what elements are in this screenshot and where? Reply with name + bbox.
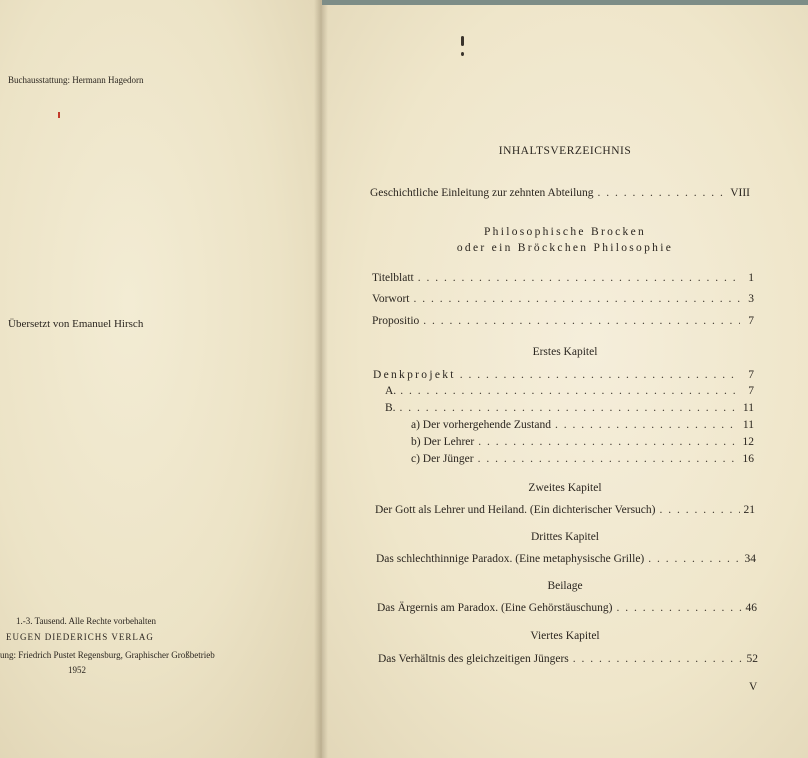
toc-entry-page: 34 (744, 553, 756, 565)
toc-entry-page: 11 (742, 419, 754, 431)
toc-entry-label: Das Verhältnis des gleichzeitigen Jüngers (378, 653, 569, 665)
leader-dots (573, 653, 743, 665)
toc-entry-appendix (377, 602, 757, 614)
toc-entry-propositio (372, 315, 754, 327)
ink-speck (461, 52, 464, 56)
leader-dots (400, 385, 740, 397)
toc-entry-label: Titelblatt (372, 272, 414, 284)
toc-entry-denkprojekt (373, 369, 754, 381)
leader-dots (400, 402, 739, 414)
toc-entry-label: a) Der vorhergehende Zustand (411, 419, 551, 431)
toc-entry-label: Geschichtliche Einleitung zur zehnten Abteilung (370, 187, 594, 199)
toc-entry-b-b (411, 436, 754, 448)
book-title-line-1: Philosophische Brocken (483, 226, 647, 238)
ink-speck (461, 36, 464, 46)
publisher-name: EUGEN DIEDERICHS VERLAG (6, 632, 154, 642)
toc-entry-titelblatt (372, 272, 754, 284)
toc-entry-page: 52 (746, 653, 758, 665)
translator-credit: Übersetzt von Emanuel Hirsch (8, 318, 144, 330)
leader-dots (460, 369, 740, 381)
toc-entry-label: B. (385, 402, 396, 414)
page-top-edge (322, 0, 808, 5)
toc-entry-label: Propositio (372, 315, 420, 327)
appendix-heading: Beilage (547, 580, 583, 592)
toc-entry-label: b) Der Lehrer (411, 436, 475, 448)
toc-entry-page: 3 (748, 293, 754, 305)
leader-dots (648, 553, 740, 565)
toc-entry-page: 16 (742, 453, 754, 465)
toc-entry-b-c (411, 453, 754, 465)
toc-entry-page: 1 (748, 272, 754, 284)
printer-credit: ung: Friedrich Pustet Regensburg, Graphischer Großbetrieb (0, 650, 215, 660)
leader-dots (478, 453, 739, 465)
toc-entry-a (385, 385, 754, 397)
chapter-heading-3: Drittes Kapitel (530, 531, 600, 543)
page-folio: V (749, 681, 758, 693)
toc-entry-chapter-2 (375, 504, 755, 516)
left-page (0, 0, 322, 758)
toc-heading: INHALTSVERZEICHNIS (498, 145, 632, 157)
toc-entry-chapter-4 (378, 653, 758, 665)
rights-notice: 1.-3. Tausend. Alle Rechte vorbehalten (16, 616, 156, 626)
toc-entry-vorwort (372, 293, 754, 305)
toc-entry-page: 7 (748, 369, 754, 381)
leader-dots (418, 272, 740, 284)
book-gutter (314, 0, 328, 758)
chapter-heading-1: Erstes Kapitel (532, 346, 598, 358)
toc-entry-page: 7 (748, 315, 754, 327)
toc-entry-intro (370, 187, 750, 199)
toc-entry-page: 21 (743, 504, 755, 516)
leader-dots (616, 602, 741, 614)
toc-entry-label: A. (385, 385, 397, 397)
chapter-heading-4: Viertes Kapitel (530, 630, 600, 642)
toc-entry-page: 7 (748, 385, 754, 397)
toc-entry-label: c) Der Jünger (411, 453, 474, 465)
toc-entry-b (385, 402, 754, 414)
chapter-heading-2: Zweites Kapitel (528, 482, 602, 494)
toc-entry-b-a (411, 419, 754, 431)
design-credit: Buchausstattung: Hermann Hagedorn (8, 75, 144, 85)
toc-entry-label: Das Ärgernis am Paradox. (Eine Gehörstäuschung) (377, 602, 613, 614)
leader-dots (478, 436, 738, 448)
book-title-line-2: oder ein Bröckchen Philosophie (456, 242, 674, 254)
publication-year: 1952 (68, 665, 86, 675)
right-page (322, 0, 808, 758)
toc-entry-page: 11 (742, 402, 754, 414)
toc-entry-label: Vorwort (372, 293, 410, 305)
leader-dots (598, 187, 727, 199)
leader-dots (659, 504, 739, 516)
toc-entry-page: VIII (730, 187, 750, 199)
leader-dots (555, 419, 739, 431)
toc-entry-page: 46 (745, 602, 757, 614)
red-mark (58, 112, 60, 118)
toc-entry-label: Denkprojekt (373, 369, 456, 381)
toc-entry-label: Das schlechthinnige Paradox. (Eine metaphysische Grille) (376, 553, 645, 565)
toc-entry-chapter-3 (376, 553, 756, 565)
toc-entry-label: Der Gott als Lehrer und Heiland. (Ein dichterischer Versuch) (375, 504, 656, 516)
leader-dots (413, 293, 740, 305)
toc-entry-page: 12 (742, 436, 754, 448)
leader-dots (423, 315, 740, 327)
